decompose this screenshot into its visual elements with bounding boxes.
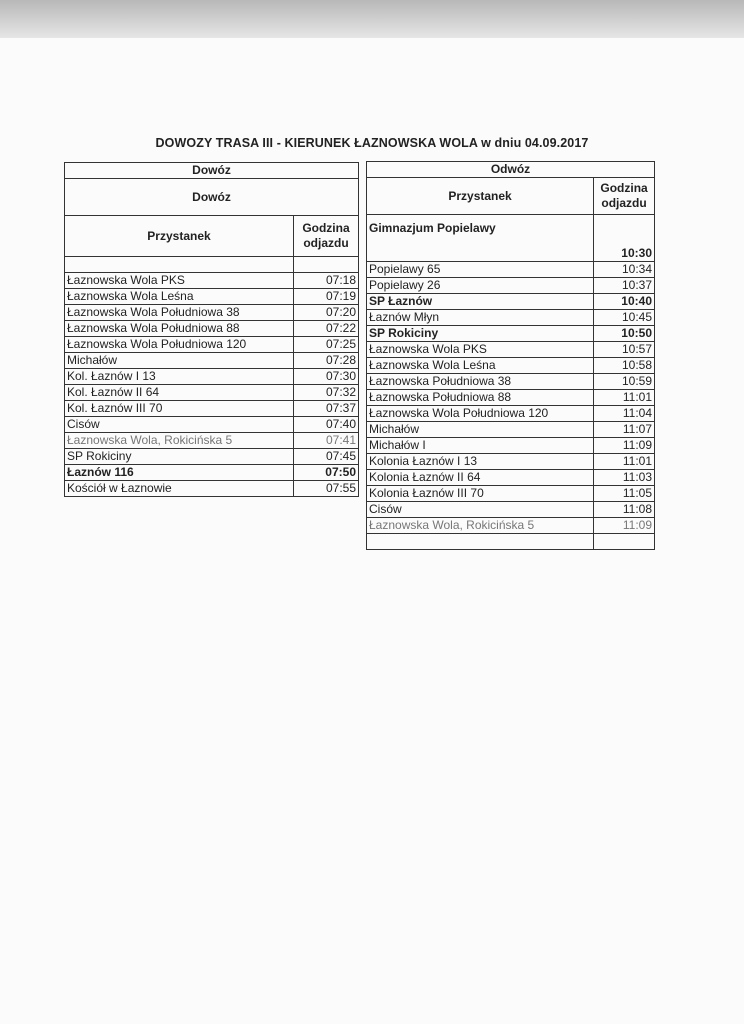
col-godzina: Godzina odjazdu bbox=[594, 178, 655, 215]
departure-time: 10:37 bbox=[594, 278, 655, 294]
stop-name: Łaznów 116 bbox=[65, 465, 294, 481]
departure-time: 07:20 bbox=[293, 305, 358, 321]
stop-name: Łaznowska Wola Południowa 38 bbox=[65, 305, 294, 321]
table-row bbox=[65, 305, 359, 321]
table-row bbox=[65, 465, 359, 481]
table-row bbox=[65, 369, 359, 385]
col-przystanek: Przystanek bbox=[65, 216, 294, 257]
table-row bbox=[65, 273, 359, 289]
departure-time: 10:40 bbox=[594, 294, 655, 310]
table-row bbox=[65, 449, 359, 465]
page-title: DOWOZY TRASA III - KIERUNEK ŁAZNOWSKA WOLA w dniu 04.09.2017 bbox=[155, 136, 589, 150]
col-przystanek: Przystanek bbox=[367, 178, 594, 215]
stop-name: Cisów bbox=[65, 417, 294, 433]
departure-time: 11:01 bbox=[594, 390, 655, 406]
empty-cell bbox=[293, 257, 358, 273]
departure-time: 07:28 bbox=[293, 353, 358, 369]
table-row bbox=[367, 470, 655, 486]
stop-name: Kościół w Łaznowie bbox=[65, 481, 294, 497]
dowoz-table bbox=[64, 162, 359, 497]
stop-name: SP Rokiciny bbox=[367, 326, 594, 342]
odwoz-table bbox=[366, 161, 655, 550]
stop-name: SP Rokiciny bbox=[65, 449, 294, 465]
stop-name: Kol. Łaznów II 64 bbox=[65, 385, 294, 401]
stop-name: Łaznowska Wola Południowa 120 bbox=[65, 337, 294, 353]
stop-name: Łaznów Młyn bbox=[367, 310, 594, 326]
table-row bbox=[367, 262, 655, 278]
departure-time: 11:03 bbox=[594, 470, 655, 486]
stop-name: Kolonia Łaznów I 13 bbox=[367, 454, 594, 470]
departure-time: 10:58 bbox=[594, 358, 655, 374]
stop-name: Łaznowska Wola PKS bbox=[367, 342, 594, 358]
table-row bbox=[65, 481, 359, 497]
departure-time: 07:40 bbox=[293, 417, 358, 433]
departure-time: 10:45 bbox=[594, 310, 655, 326]
stop-name: Kolonia Łaznów II 64 bbox=[367, 470, 594, 486]
departure-time: 07:25 bbox=[293, 337, 358, 353]
table-row bbox=[367, 342, 655, 358]
table-row bbox=[367, 358, 655, 374]
table-row bbox=[65, 433, 359, 449]
table-row bbox=[65, 337, 359, 353]
first-time: 10:30 bbox=[594, 215, 655, 262]
departure-time: 11:01 bbox=[594, 454, 655, 470]
table-row bbox=[367, 454, 655, 470]
table-row bbox=[65, 321, 359, 337]
departure-time: 11:07 bbox=[594, 422, 655, 438]
departure-time: 07:19 bbox=[293, 289, 358, 305]
stop-name: Kol. Łaznów III 70 bbox=[65, 401, 294, 417]
departure-time: 11:09 bbox=[594, 438, 655, 454]
departure-time: 10:50 bbox=[594, 326, 655, 342]
departure-time: 11:04 bbox=[594, 406, 655, 422]
table-row bbox=[367, 294, 655, 310]
col-godzina: Godzina odjazdu bbox=[293, 216, 358, 257]
empty-cell bbox=[65, 257, 294, 273]
table-row bbox=[65, 385, 359, 401]
departure-time: 11:05 bbox=[594, 486, 655, 502]
departure-time: 10:59 bbox=[594, 374, 655, 390]
stop-name: Łaznowska Wola Południowa 120 bbox=[367, 406, 594, 422]
empty-cell bbox=[367, 534, 594, 550]
stop-name: Łaznowska Południowa 38 bbox=[367, 374, 594, 390]
stop-name: Kol. Łaznów I 13 bbox=[65, 369, 294, 385]
table-row bbox=[65, 417, 359, 433]
table-row bbox=[367, 406, 655, 422]
stop-name: Łaznowska Południowa 88 bbox=[367, 390, 594, 406]
departure-time: 10:34 bbox=[594, 262, 655, 278]
table-row bbox=[367, 278, 655, 294]
departure-time: 07:37 bbox=[293, 401, 358, 417]
departure-time: 07:30 bbox=[293, 369, 358, 385]
departure-time: 10:57 bbox=[594, 342, 655, 358]
table-row bbox=[65, 353, 359, 369]
departure-time: 07:41 bbox=[293, 433, 358, 449]
stop-name: Michałów I bbox=[367, 438, 594, 454]
odwoz-header: Odwóz bbox=[367, 162, 655, 178]
table-row bbox=[65, 289, 359, 305]
table-row bbox=[367, 326, 655, 342]
departure-time: 07:45 bbox=[293, 449, 358, 465]
table-row bbox=[367, 518, 655, 534]
stop-name: Łaznowska Wola Leśna bbox=[65, 289, 294, 305]
departure-time: 07:32 bbox=[293, 385, 358, 401]
stop-name: Łaznowska Wola Leśna bbox=[367, 358, 594, 374]
stop-name: Łaznowska Wola, Rokicińska 5 bbox=[65, 433, 294, 449]
stop-name: Łaznowska Wola Południowa 88 bbox=[65, 321, 294, 337]
stop-name: Łaznowska Wola, Rokicińska 5 bbox=[367, 518, 594, 534]
table-row bbox=[65, 401, 359, 417]
dowoz-header: Dowóz bbox=[65, 163, 359, 179]
first-stop: Gimnazjum Popielawy bbox=[367, 215, 594, 262]
departure-time: 11:09 bbox=[594, 518, 655, 534]
stop-name: Michałów bbox=[367, 422, 594, 438]
stop-name: Cisów bbox=[367, 502, 594, 518]
departure-time: 07:18 bbox=[293, 273, 358, 289]
departure-time: 07:50 bbox=[293, 465, 358, 481]
table-row bbox=[367, 486, 655, 502]
table-row bbox=[367, 374, 655, 390]
empty-cell bbox=[594, 534, 655, 550]
stop-name: SP Łaznów bbox=[367, 294, 594, 310]
stop-name: Michałów bbox=[65, 353, 294, 369]
stop-name: Popielawy 65 bbox=[367, 262, 594, 278]
departure-time: 07:55 bbox=[293, 481, 358, 497]
table-row bbox=[367, 310, 655, 326]
table-row bbox=[367, 438, 655, 454]
scan-top-edge bbox=[0, 0, 744, 38]
dowoz-subheader: Dowóz bbox=[65, 179, 359, 216]
table-row bbox=[367, 502, 655, 518]
table-row bbox=[367, 390, 655, 406]
departure-time: 07:22 bbox=[293, 321, 358, 337]
stop-name: Kolonia Łaznów III 70 bbox=[367, 486, 594, 502]
departure-time: 11:08 bbox=[594, 502, 655, 518]
stop-name: Łaznowska Wola PKS bbox=[65, 273, 294, 289]
stop-name: Popielawy 26 bbox=[367, 278, 594, 294]
table-row bbox=[367, 422, 655, 438]
